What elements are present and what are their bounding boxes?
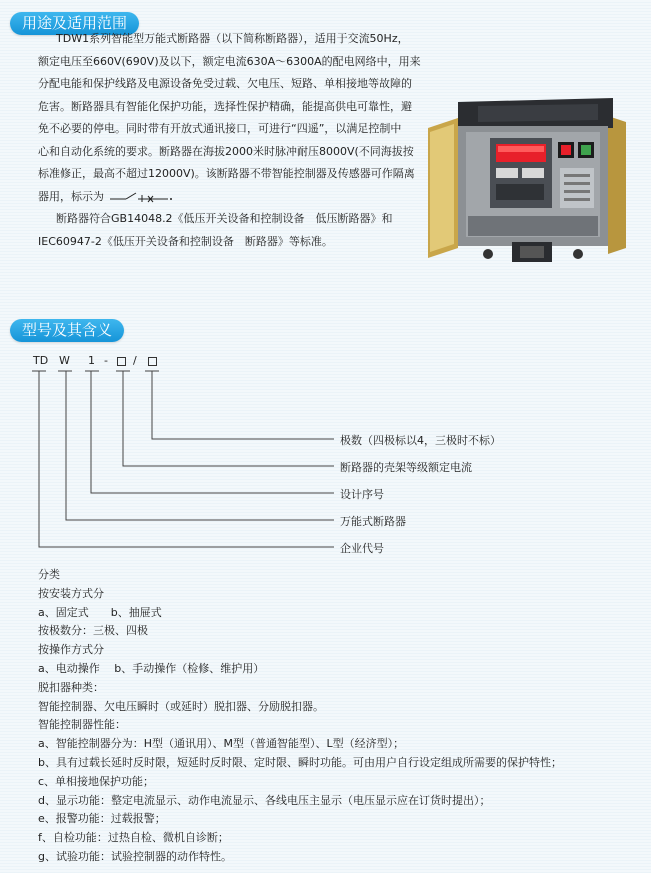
section-title-model: 型号及其含义 (10, 319, 124, 342)
section-title-usage: 用途及适用范围 (10, 12, 139, 35)
model-code-slash: / (133, 354, 137, 367)
classification-item: c、单相接地保护功能； (38, 774, 155, 788)
intro-line: TDW1系列智能型万能式断路器（以下简称断路器），适用于交流50Hz， (56, 32, 409, 45)
intro-line: 心和自动化系统的要求。断路器在海拔2000米时脉冲耐压8000V(不同海拔按 (38, 144, 414, 158)
classification-item: a、智能控制器分为：H型（通讯用）、M型（普通智能型）、L型（经济型）； (38, 737, 405, 751)
legend-design-number: 设计序号 (340, 488, 384, 501)
legend-company-code: 企业代号 (340, 542, 384, 555)
classification-item: f、自检功能：过热自检、微机自诊断； (38, 831, 229, 845)
model-code-td: TD (33, 354, 49, 367)
legend-frame-current: 断路器的壳架等级额定电流 (340, 461, 472, 474)
model-code-1: 1 (88, 354, 95, 367)
standard-line: 断路器符合GB14048.2《低压开关设备和控制设备 低压断路器》和 (56, 212, 393, 225)
intro-line: 免不必要的停电。同时带有开放式通讯接口，可进行“四遥”，以满足控制中 (38, 122, 402, 135)
model-code-dash: - (104, 354, 108, 367)
classification-item: a、电动操作 b、手动操作（检修、维护用） (38, 661, 265, 675)
intro-line: 危害。断路器具有智能化保护功能，选择性保护精确，能提高供电可靠性，避 (38, 99, 412, 113)
classification-item: 智能控制器性能： (38, 718, 126, 732)
intro-line: 分配电能和保护线路及电源设备免受过载、欠电压、短路、单相接地等故障的 (38, 77, 412, 90)
standard-line: IEC60947-2《低压开关设备和控制设备 断路器》等标准。 (38, 234, 333, 248)
model-code-w: W (59, 354, 70, 367)
legend-poles: 极数（四极标以4，三极时不标） (340, 434, 501, 447)
intro-line-text: 器用，标示为 (38, 189, 104, 203)
classification-item: g、试验功能：试验控制器的动作特性。 (38, 849, 232, 863)
classification-item: e、报警功能：过载报警； (38, 812, 166, 826)
classification-item: a、固定式 b、抽屉式 (38, 605, 162, 619)
classification-item: 分类 (38, 568, 60, 581)
classification-item: d、显示功能：整定电流显示、动作电流显示、各线电压主显示（电压显示应在订货时提出）； (38, 793, 491, 807)
classification-item: 按操作方式分 (38, 643, 104, 657)
classification-list (38, 566, 562, 867)
legend-universal-breaker: 万能式断路器 (340, 515, 406, 528)
classification-item: 脱扣器种类： (38, 680, 104, 694)
classification-item: 按安装方式分 (38, 586, 104, 600)
intro-line: 额定电压至660V(690V)及以下，额定电流630A～6300A的配电网络中，用来 (38, 54, 421, 68)
classification-item: 智能控制器、欠电压瞬时（或延时）脱扣器、分励脱扣器。 (38, 699, 324, 713)
intro-line: 标准修正，最高不超过12000V)。该断路器不带智能控制器及传感器可作隔离 (38, 167, 415, 180)
classification-item: b、具有过载长延时反时限，短延时反时限、定时限、瞬时功能。可由用户自行设定组成所需要的保护特性； (38, 755, 562, 769)
classification-item: 按极数分：三极、四极 (38, 624, 148, 638)
